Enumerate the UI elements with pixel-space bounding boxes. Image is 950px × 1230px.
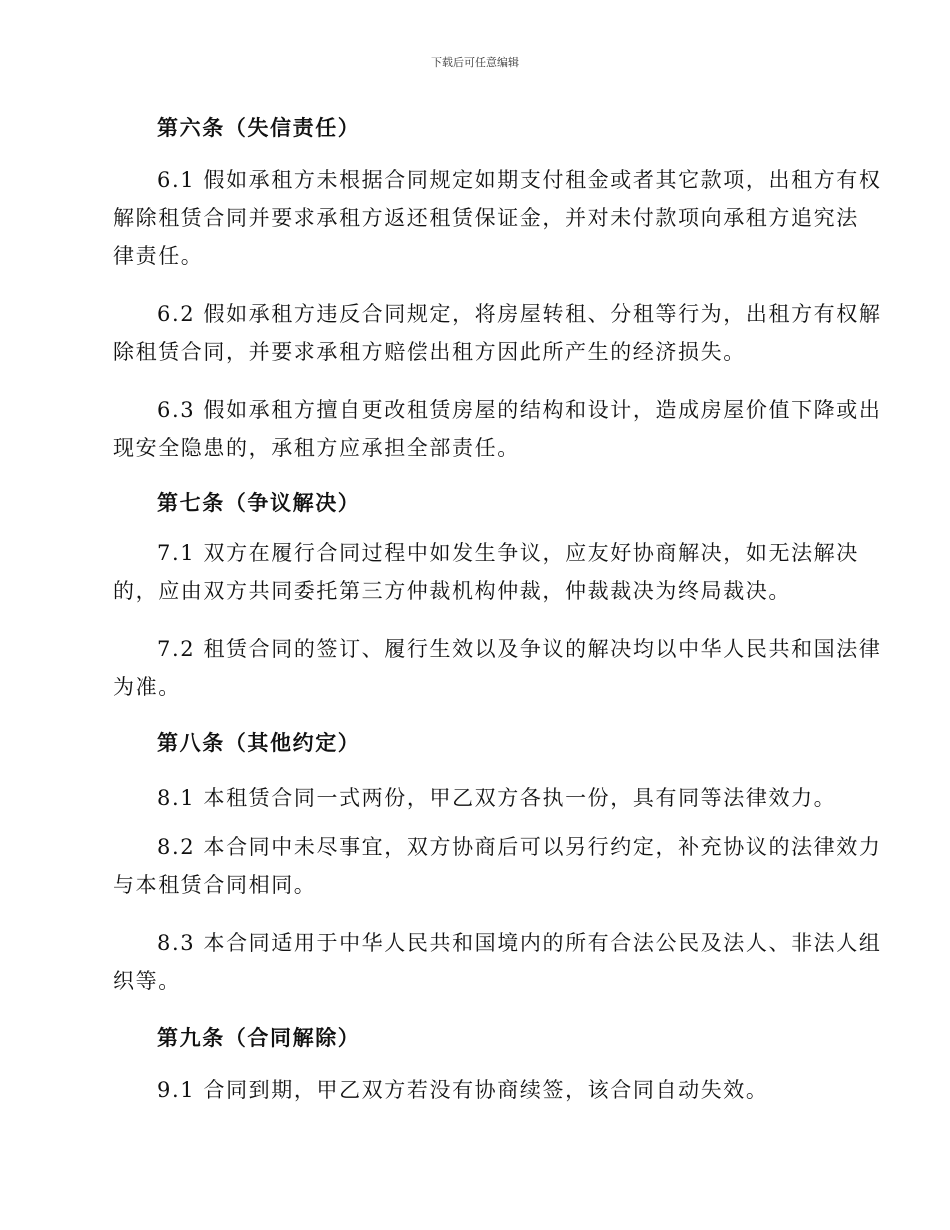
text-line: 7.1 双方在履行合同过程中如发生争议，应友好协商解决，如无法解决 <box>157 541 859 565</box>
text-line: 的，应由双方共同委托第三方仲裁机构仲裁，仲裁裁决为终局裁决。 <box>113 579 791 603</box>
text-line: 律责任。 <box>113 244 204 268</box>
text-line: 6.2 假如承租方违反合同规定，将房屋转租、分租等行为，出租方有权解 <box>157 302 882 326</box>
page-header: 下载后可任意编辑 <box>431 56 519 69</box>
text-line: 8.2 本合同中未尽事宜，双方协商后可以另行约定，补充协议的法律效力 <box>157 835 882 859</box>
text-line: 6.1 假如承租方未根据合同规定如期支付租金或者其它款项，出租方有权 <box>157 168 882 192</box>
text-line: 9.1 合同到期，甲乙双方若没有协商续签，该合同自动失效。 <box>157 1078 769 1102</box>
paragraph <box>113 295 882 371</box>
section-heading <box>113 1019 843 1057</box>
text-line: 现安全隐患的，承租方应承担全部责任。 <box>113 436 520 460</box>
section-heading <box>113 724 843 762</box>
paragraph <box>113 391 882 467</box>
text-line: 第七条（争议解决） <box>157 490 361 515</box>
section-heading <box>113 109 843 147</box>
paragraph <box>113 779 843 817</box>
text-line: 织等。 <box>113 969 181 993</box>
paragraph <box>113 630 882 706</box>
paragraph <box>113 534 859 610</box>
text-line: 6.3 假如承租方擅自更改租赁房屋的结构和设计，造成房屋价值下降或出 <box>157 398 882 422</box>
section-heading <box>113 484 843 522</box>
paragraph <box>113 161 882 275</box>
text-line: 与本租赁合同相同。 <box>113 873 317 897</box>
text-line: 8.1 本租赁合同一式两份，甲乙双方各执一份，具有同等法律效力。 <box>157 786 837 810</box>
paragraph <box>113 828 882 904</box>
text-line: 第六条（失信责任） <box>157 115 361 140</box>
text-line: 8.3 本合同适用于中华人民共和国境内的所有合法公民及法人、非法人组 <box>157 931 882 955</box>
paragraph <box>113 1071 843 1109</box>
text-line: 第八条（其他约定） <box>157 730 361 755</box>
text-line: 第九条（合同解除） <box>157 1025 361 1050</box>
text-line: 为准。 <box>113 675 181 699</box>
text-line: 除租赁合同，并要求承租方赔偿出租方因此所产生的经济损失。 <box>113 340 746 364</box>
text-line: 解除租赁合同并要求承租方返还租赁保证金，并对未付款项向承租方追究法 <box>113 206 859 230</box>
paragraph <box>113 924 882 1000</box>
text-line: 7.2 租赁合同的签订、履行生效以及争议的解决均以中华人民共和国法律 <box>157 637 882 661</box>
